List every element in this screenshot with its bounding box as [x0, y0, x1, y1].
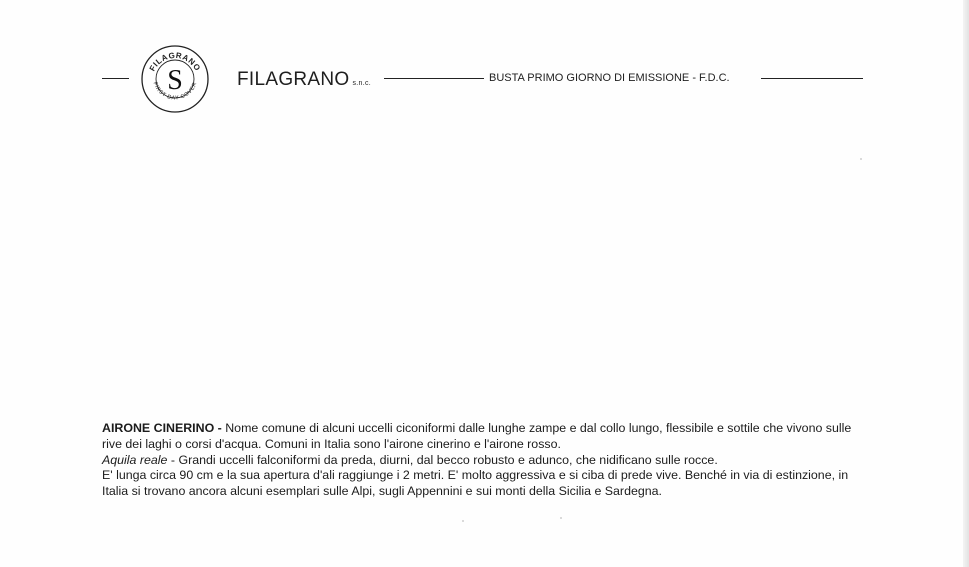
filagrano-seal-icon: [140, 44, 210, 114]
brand-label: FILAGRANO: [237, 69, 350, 90]
eagle-paragraph: [102, 453, 872, 469]
heron-title: AIRONE CINERINO -: [102, 421, 222, 435]
eagle-title: Aquila reale: [102, 452, 168, 467]
header-rule-right: [761, 78, 863, 79]
cover-type-label: BUSTA PRIMO GIORNO DI EMISSIONE - F.D.C.: [489, 72, 730, 84]
seal-top-text: FILAGRANO: [147, 50, 203, 73]
seal-bottom-text: FIRST DAY COVER: [151, 81, 199, 102]
paper-speck: [462, 520, 464, 522]
brand-suffix: s.n.c.: [352, 80, 372, 87]
heron-paragraph: [102, 421, 872, 453]
heron-text: Nome comune di alcuni uccelli ciconiformi dalle lunghe zampe e dal collo lungo, flessibile e sottile che vivono sulle rive dei laghi o corsi d'acqua. Comuni in Italia sono l'airone cinerino e l'airone rosso.: [102, 421, 852, 451]
header: [0, 40, 969, 120]
header-rule-middle: [384, 78, 484, 79]
header-rule-left: [102, 78, 129, 79]
paper-speck: [860, 158, 862, 160]
eagle-paragraph-2: E' lunga circa 90 cm e la sua apertura d'ali raggiunge i 2 metri. E' molto aggressiva e si ciba di prede vive. Benché in via di estinzione, in Italia si trovano ancora alcuni esemplari sulle Alpi, sugli Appennini e sui monti della Sicilia e Sardegna.: [102, 468, 849, 499]
seal-letter: S: [167, 65, 183, 96]
eagle-text: - Grandi uccelli falconiformi da preda, diurni, dal becco robusto e adunco, che nidificano sulle rocce.: [167, 452, 718, 467]
brand-name: [237, 69, 371, 91]
paper-speck: [560, 517, 562, 519]
stamp-description: [102, 421, 872, 500]
